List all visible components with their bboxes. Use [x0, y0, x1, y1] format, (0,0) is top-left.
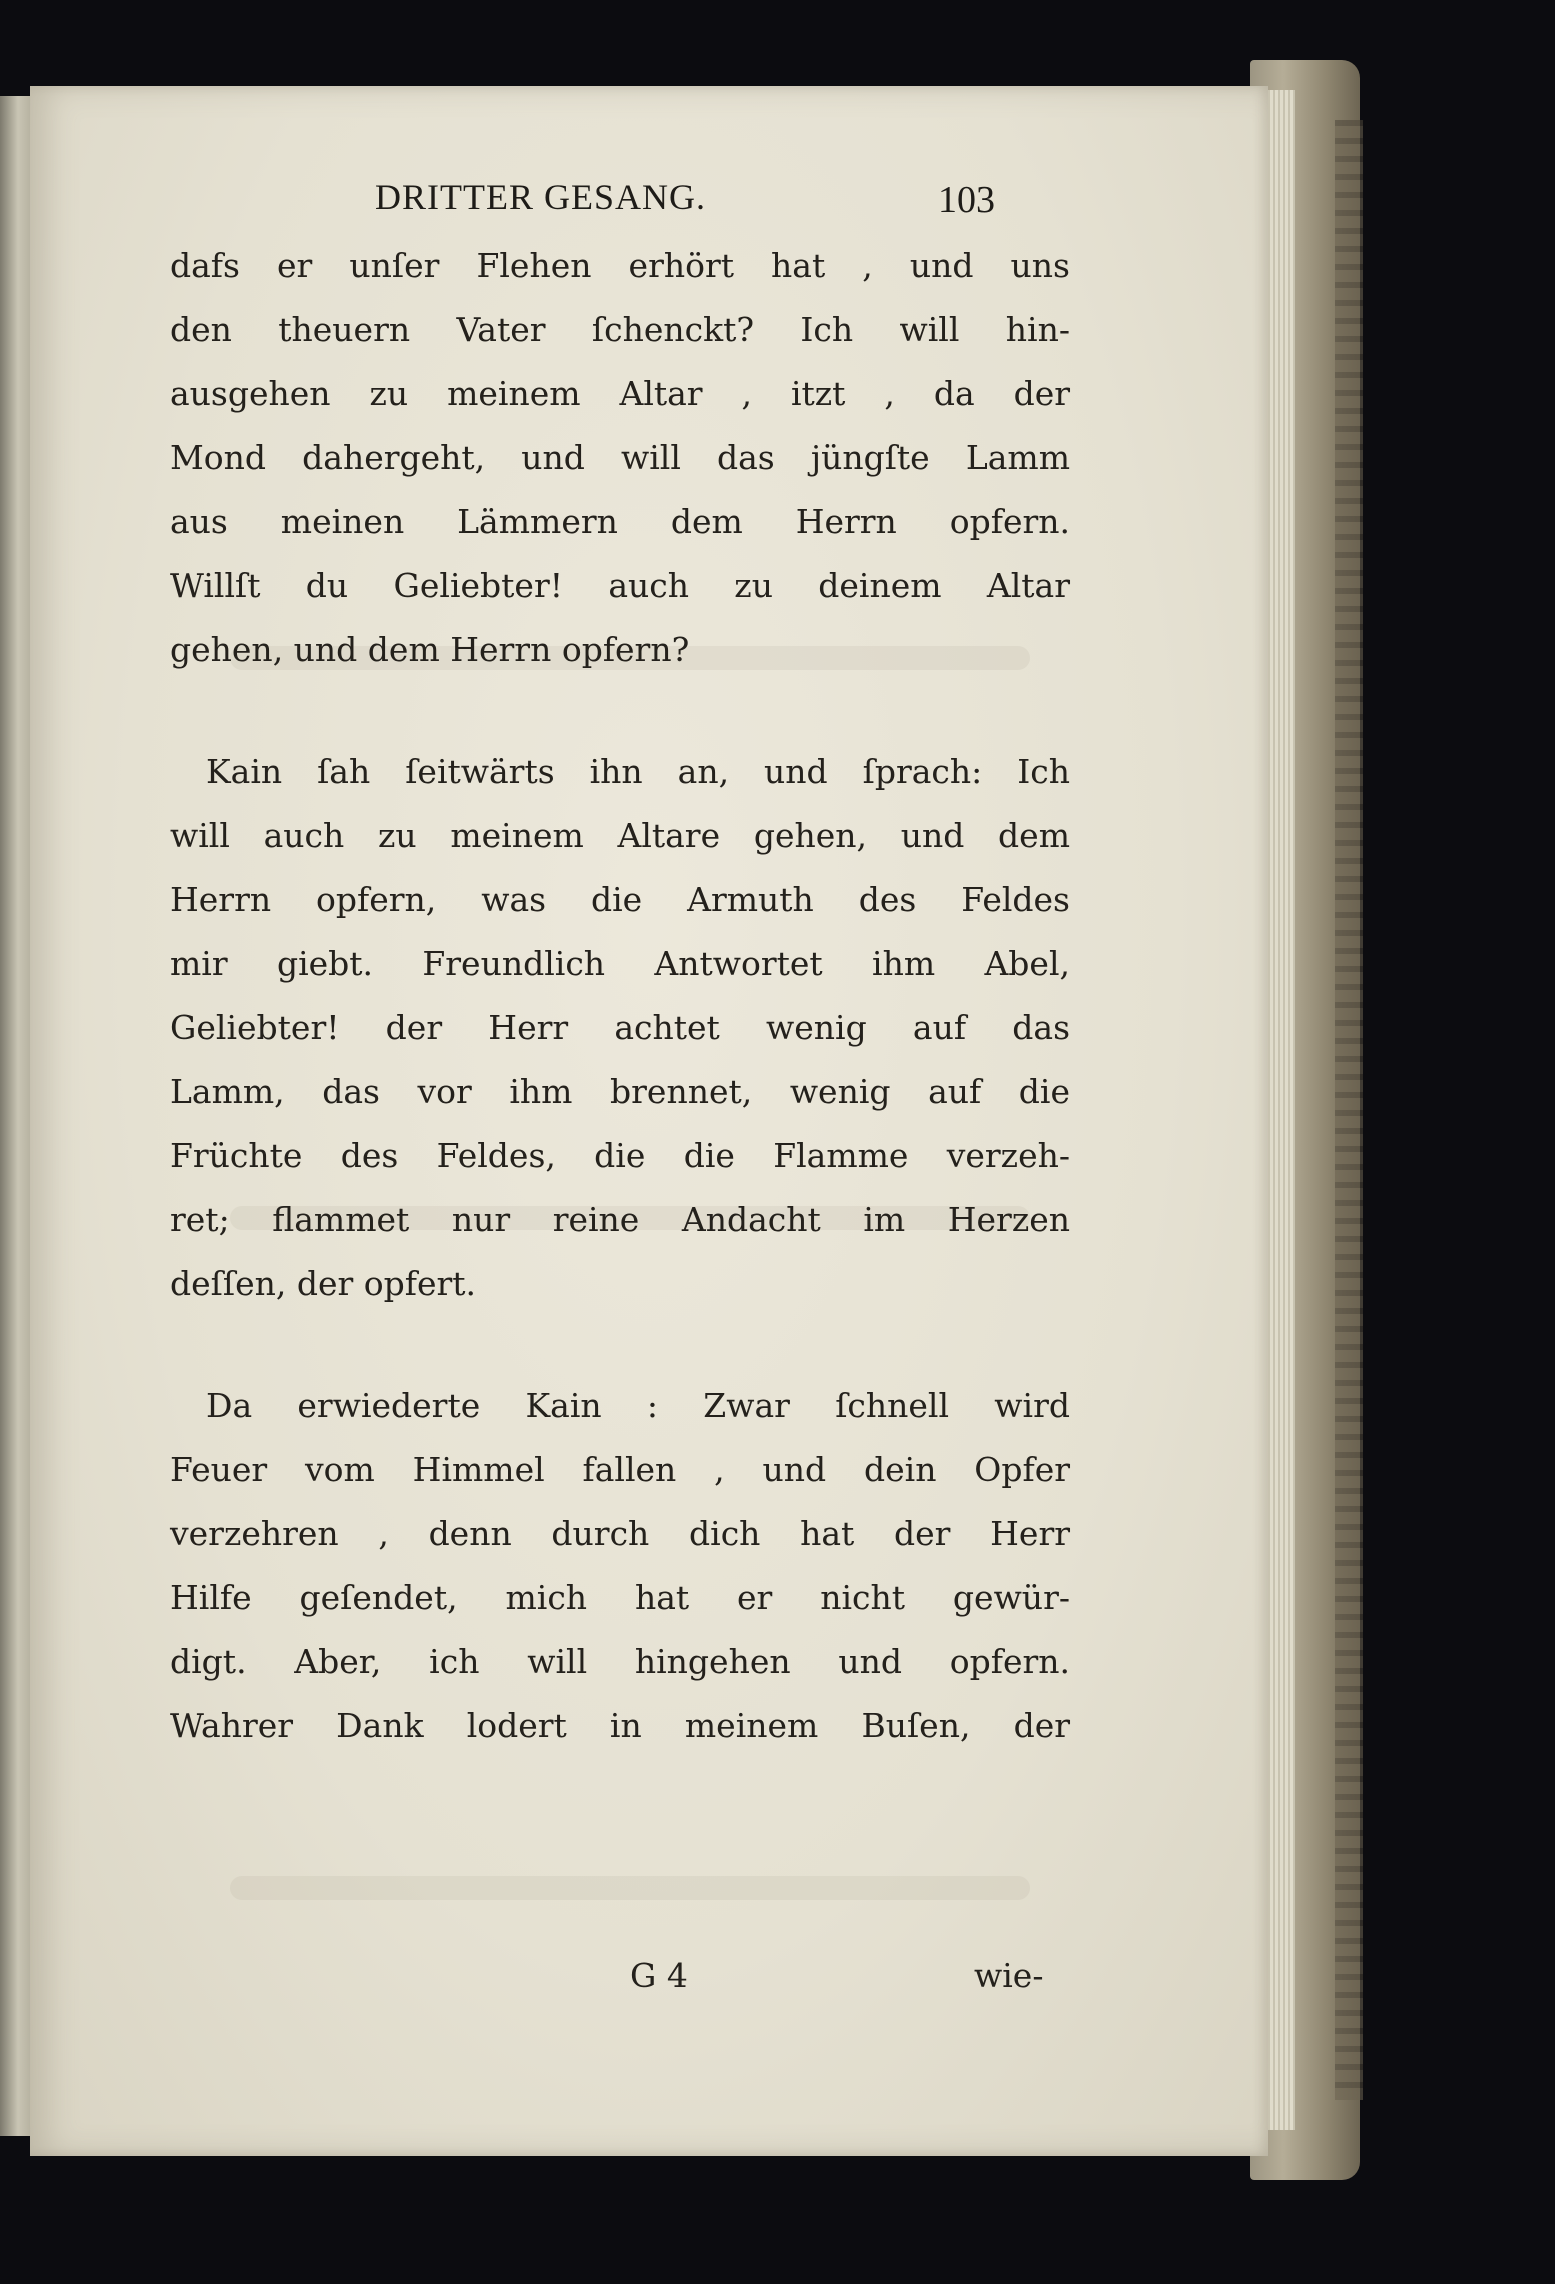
show-through: [230, 1876, 1030, 1900]
running-head: [30, 86, 1268, 221]
text-line: mir giebt. Freundlich Antwortet ihm Abel,: [170, 944, 1070, 983]
text-line: ret; flammet nur reine Andacht im Herzen: [170, 1200, 1070, 1239]
text-line: ausgehen zu meinem Altar , itzt , da der: [170, 374, 1070, 413]
paragraph: [170, 740, 1070, 1316]
text-line: Früchte des Feldes, die die Flamme verzeh-: [170, 1136, 1070, 1175]
catchword: wie-: [974, 1956, 1044, 1995]
cover-wear: [1335, 120, 1363, 2100]
text-line: digt. Aber, ich will hingehen und opfern.: [170, 1642, 1070, 1681]
text-line: dafs er unſer Flehen erhört hat , und uns: [170, 246, 1070, 285]
text-line: Kain ſah ſeitwärts ihn an, und ſprach: Ich: [206, 752, 1070, 791]
text-line: Willſt du Geliebter! auch zu deinem Altar: [170, 566, 1070, 605]
text-line: Hilfe geſendet, mich hat er nicht gewür-: [170, 1578, 1070, 1617]
paragraph: [170, 234, 1070, 682]
text-line: Da erwiederte Kain : Zwar ſchnell wird: [206, 1386, 1070, 1425]
page-number: 103: [938, 179, 995, 221]
paragraph: [170, 1374, 1070, 1758]
text-line: will auch zu meinem Altare gehen, und dem: [170, 816, 1070, 855]
text-line: Geliebter! der Herr achtet wenig auf das: [170, 1008, 1070, 1047]
page-footer: [30, 1956, 1268, 2006]
text-line: Mond dahergeht, und will das jüngſte Lamm: [170, 438, 1070, 477]
body-text: [170, 234, 1070, 1758]
signature-mark: G 4: [630, 1956, 688, 1995]
text-line: Herrn opfern, was die Armuth des Feldes: [170, 880, 1070, 919]
text-line: aus meinen Lämmern dem Herrn opfern.: [170, 502, 1070, 541]
text-line: Lamm, das vor ihm brennet, wenig auf die: [170, 1072, 1070, 1111]
running-head-title: DRITTER GESANG.: [375, 177, 706, 217]
text-line: deſſen, der opfert.: [170, 1264, 477, 1303]
book-page: [30, 86, 1268, 2156]
text-line: den theuern Vater ſchenckt? Ich will hin-: [170, 310, 1070, 349]
text-line: Feuer vom Himmel fallen , und dein Opfer: [170, 1450, 1070, 1489]
text-line: Wahrer Dank lodert in meinem Buſen, der: [170, 1706, 1070, 1745]
text-line: gehen, und dem Herrn opfern?: [170, 630, 690, 669]
text-line: verzehren , denn durch dich hat der Herr: [170, 1514, 1070, 1553]
